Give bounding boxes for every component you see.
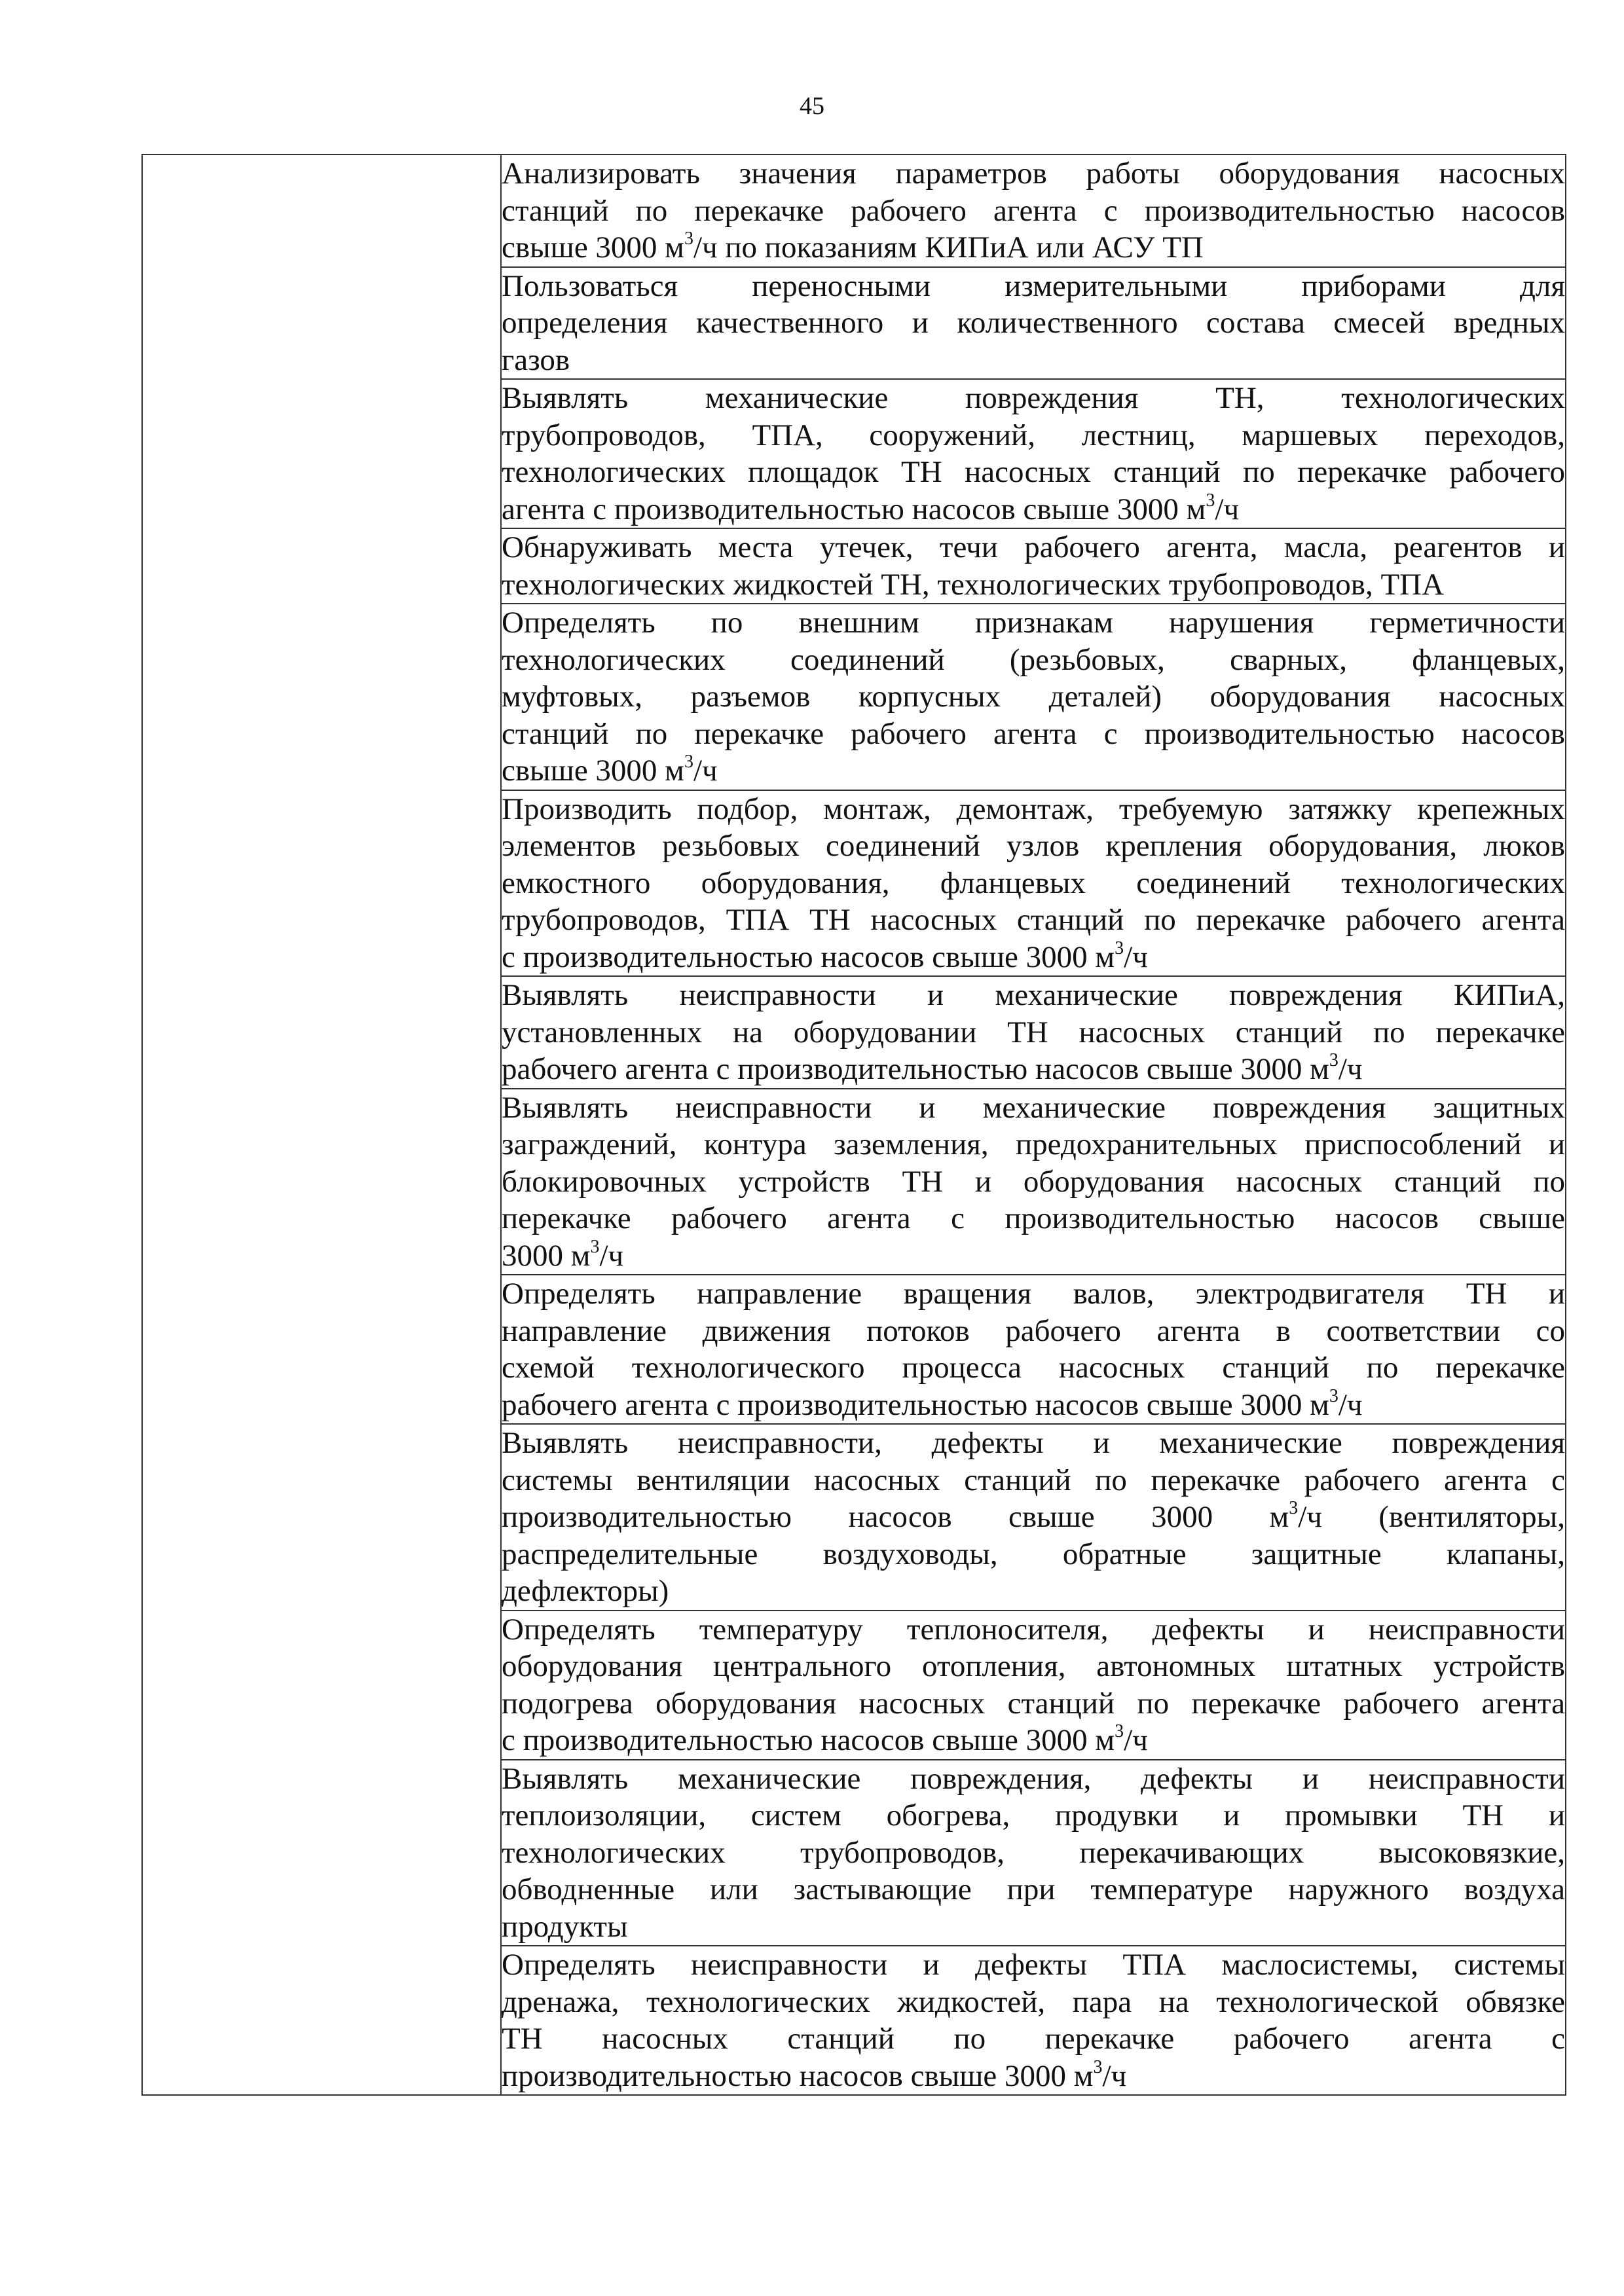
skill-item-line: Выявлять механические повреждения, дефекты и неисправности: [502, 1761, 1565, 1796]
skill-item-line: Определять температуру теплоносителя, дефекты и неисправности: [502, 1612, 1565, 1647]
skill-item-line: технологических соединений (резьбовых, сварных, фланцевых,: [502, 642, 1565, 677]
skill-item-line: блокировочных устройств ТН и оборудования насосных станций по: [502, 1164, 1565, 1199]
skill-item-line: заграждений, контура заземления, предохранительных приспособлений и: [502, 1127, 1565, 1161]
skill-item-line: станций по перекачке рабочего агента с производительностью насосов: [502, 193, 1565, 228]
skill-item-line: подогрева оборудования насосных станций по перекачке рабочего агента: [502, 1686, 1565, 1721]
skill-item-cell: [501, 1611, 1566, 1760]
skill-item-line: оборудования центрального отопления, автономных штатных устройств: [502, 1649, 1565, 1683]
skill-item-line: элементов резьбовых соединений узлов крепления оборудования, люков: [502, 829, 1565, 863]
skill-item-line: свыше 3000 $м^3/ч$: [502, 752, 718, 788]
skill-item-line: перекачке рабочего агента с производительностью насосов свыше: [502, 1201, 1565, 1235]
skill-item-line: рабочего агента с производительностью насосов свыше 3000 $м^3/ч$: [502, 1385, 1363, 1422]
skill-item-line: агента с производительностью насосов свыше 3000 $м^3/ч$: [502, 490, 1240, 526]
skill-item-line: технологических жидкостей ТН, технологических трубопроводов, ТПА: [502, 567, 1445, 602]
skill-item-line: Обнаруживать места утечек, течи рабочего агента, масла, реагентов и: [502, 530, 1565, 564]
skill-item-line: емкостного оборудования, фланцевых соединений технологических: [502, 866, 1565, 900]
skill-item-cell: [501, 1946, 1566, 2095]
skill-item-line: системы вентиляции насосных станций по перекачке рабочего агента с: [502, 1463, 1565, 1497]
skill-item-line: обводненные или застывающие при температуре наружного воздуха: [502, 1872, 1565, 1906]
skill-item-line: Определять направление вращения валов, электродвигателя ТН и: [502, 1277, 1565, 1311]
skill-item-line: Выявлять неисправности, дефекты и механические повреждения: [502, 1426, 1565, 1460]
skill-item-cell: [501, 604, 1566, 790]
skill-item-line: с производительностью насосов свыше 3000 $м^3/ч$: [502, 938, 1148, 974]
skill-item-line: с производительностью насосов свыше 3000 $м^3/ч$: [502, 1721, 1148, 1757]
skill-item-line: Выявлять механические повреждения ТН, технологических: [502, 381, 1565, 415]
skill-item-cell: [501, 155, 1566, 267]
skill-item-line: Пользоваться переносными измерительными приборами для: [502, 268, 1565, 303]
skill-item-line: Производить подбор, монтаж, демонтаж, требуемую затяжку крепежных: [502, 792, 1565, 826]
skill-item-line: Определять по внешним признакам нарушения герметичности: [502, 606, 1565, 640]
empty-left-cell: [142, 155, 501, 2095]
skill-item-line: газов: [502, 342, 570, 377]
skill-item-line: направление движения потоков рабочего агента в соответствии со: [502, 1313, 1565, 1348]
skill-item-cell: [501, 1275, 1566, 1424]
skill-item-line: определения качественного и количественного состава смесей вредных: [502, 306, 1565, 340]
page-number: 45: [800, 92, 824, 120]
table-row: [142, 155, 1566, 267]
skill-item-cell: [501, 267, 1566, 380]
skill-item-line: теплоизоляции, систем обогрева, продувки и промывки ТН и: [502, 1798, 1565, 1832]
skill-item-cell: [501, 1424, 1566, 1611]
skill-item-line: установленных на оборудовании ТН насосных станций по перекачке: [502, 1015, 1565, 1049]
skill-item-line: ТН насосных станций по перекачке рабочего агента с: [502, 2022, 1565, 2056]
skill-item-line: продукты: [502, 1909, 628, 1944]
skill-item-line: производительностью насосов свыше 3000 $м^3/ч$ (вентиляторы,: [502, 1498, 1565, 1534]
skill-item-cell: [501, 790, 1566, 977]
skill-item-cell: [501, 528, 1566, 604]
skill-item-line: производительностью насосов свыше 3000 $м^3/ч$: [502, 2056, 1127, 2093]
skill-item-line: рабочего агента с производительностью насосов свыше 3000 $м^3/ч$: [502, 1050, 1363, 1086]
skill-item-line: 3000 $м^3/ч$: [502, 1236, 624, 1273]
skill-item-line: муфтовых, разъемов корпусных деталей) оборудования насосных: [502, 680, 1565, 714]
skill-item-cell: [501, 379, 1566, 528]
skill-item-line: дефлекторы): [502, 1574, 669, 1608]
skill-item-line: свыше 3000 $м^3/ч$ по показаниям КИПиА или АСУ ТП: [502, 228, 1204, 264]
skill-item-line: Определять неисправности и дефекты ТПА маслосистемы, системы: [502, 1948, 1565, 1982]
skills-table: [141, 154, 1566, 2096]
skill-item-line: распределительные воздуховоды, обратные защитные клапаны,: [502, 1537, 1565, 1571]
skills-table-body: [142, 155, 1566, 2095]
skill-item-line: трубопроводов, ТПА ТН насосных станций по перекачке рабочего агента: [502, 903, 1565, 937]
skill-item-cell: [501, 1089, 1566, 1275]
skill-item-line: технологических трубопроводов, перекачивающих высоковязкие,: [502, 1835, 1565, 1870]
skill-item-line: станций по перекачке рабочего агента с производительностью насосов: [502, 716, 1565, 751]
skill-item-cell: [501, 1760, 1566, 1946]
skill-item-line: Анализировать значения параметров работы оборудования насосных: [502, 156, 1565, 191]
skill-item-line: трубопроводов, ТПА, сооружений, лестниц, маршевых переходов,: [502, 418, 1565, 452]
skill-item-line: Выявлять неисправности и механические повреждения защитных: [502, 1090, 1565, 1125]
skill-item-line: схемой технологического процесса насосных станций по перекачке: [502, 1351, 1565, 1385]
skill-item-line: технологических площадок ТН насосных станций по перекачке рабочего: [502, 455, 1565, 489]
skill-item-line: дренажа, технологических жидкостей, пара на технологической обвязке: [502, 1984, 1565, 2019]
skill-item-line: Выявлять неисправности и механические повреждения КИПиА,: [502, 978, 1565, 1012]
skill-item-cell: [501, 976, 1566, 1089]
